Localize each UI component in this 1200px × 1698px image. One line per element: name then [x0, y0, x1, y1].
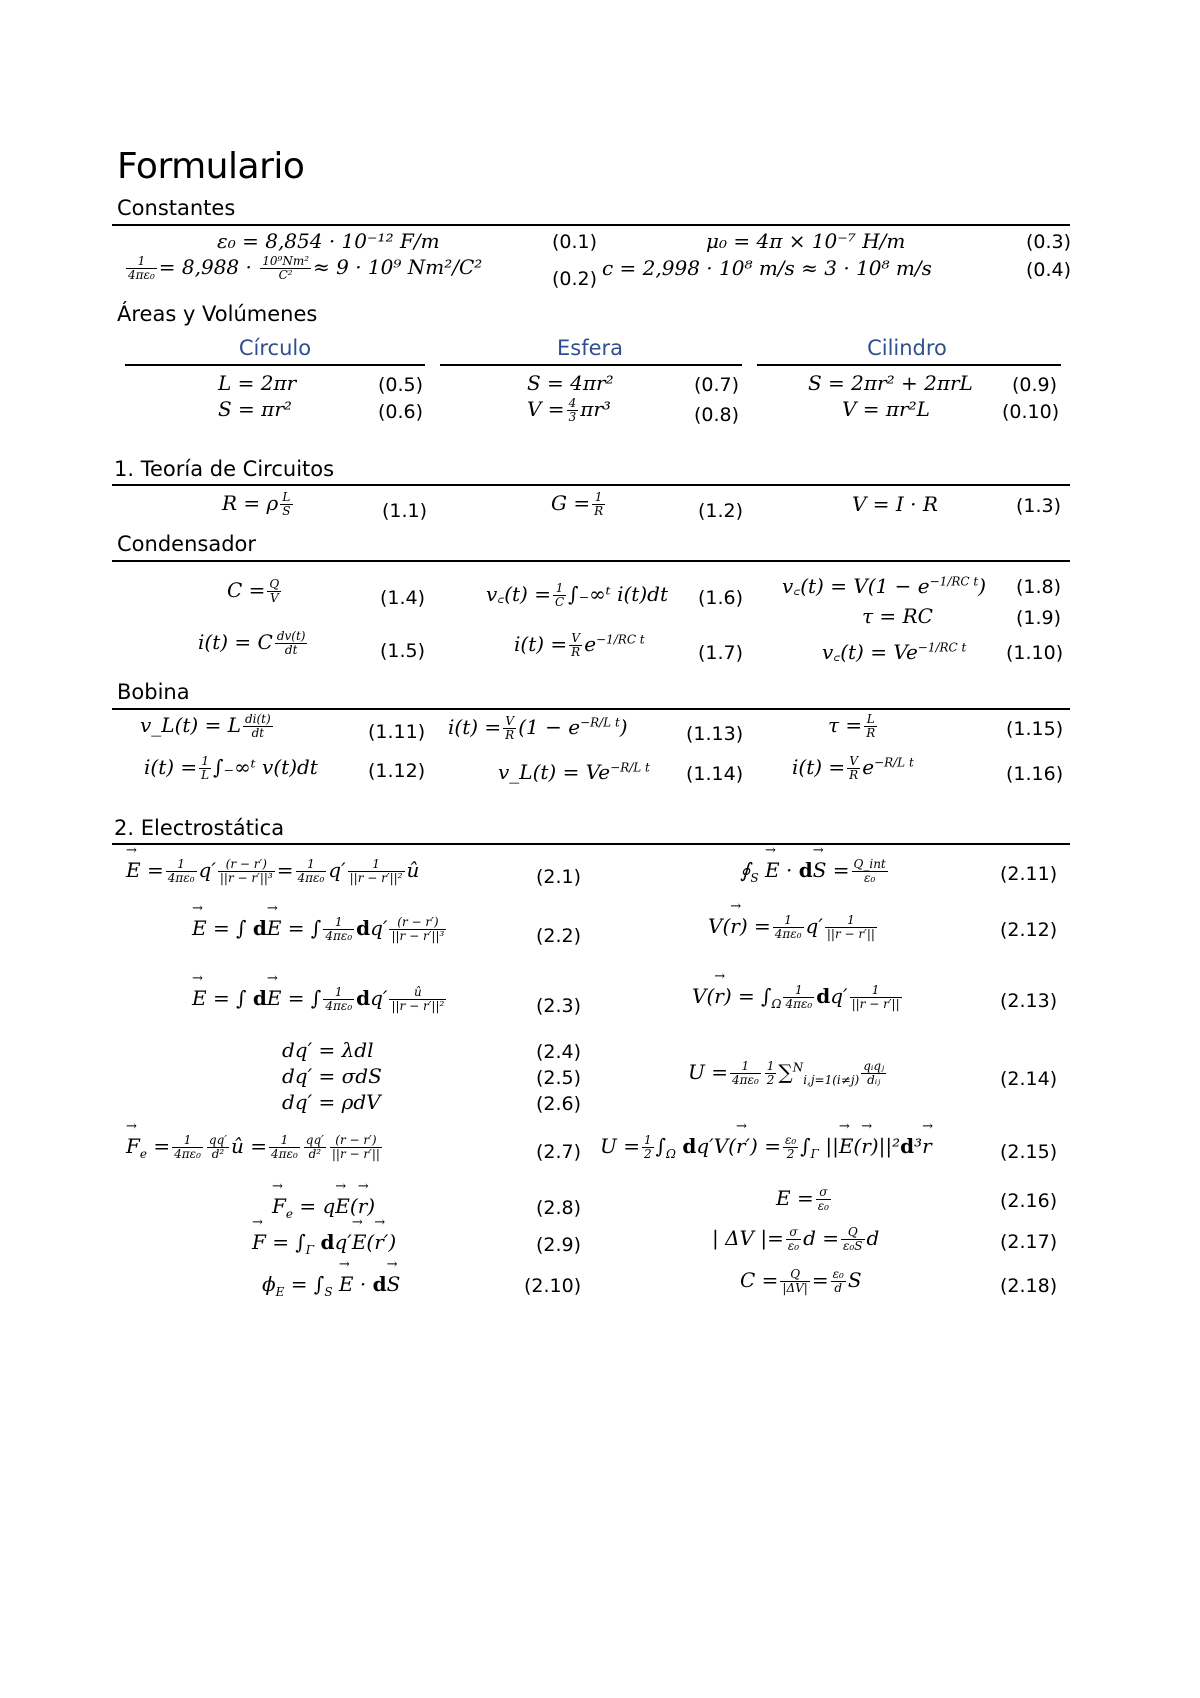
eq-number: (1.4) [380, 587, 426, 609]
formula-vc-integral: v꜀(t) = $\frac{1}{C}$ ∫₋∞ᵗ i(t)dt [486, 581, 668, 609]
formula-capacitor-current: i(t) = C $\frac{dv(t)}{dt}$ [198, 629, 306, 657]
fraction: $\frac{(r - r')}{\text{||r − r′||³}}$ [219, 857, 273, 885]
eq-number: (0.8) [694, 404, 740, 426]
fraction: $\frac{1}{\text{4πε₀}}$ [325, 985, 353, 1013]
formula-field-integral-unit: → E = ∫ d→ E = ∫ $\frac{1}{\text{4πε₀}}$ dq′ $\frac{û}{\text{||r − r′||²}}$ [192, 986, 448, 1013]
formula-potential-point: V(→ r) = $\frac{1}{\text{4πε₀}}$ q′ $\frac{1}{||r - r'||}$ [708, 914, 879, 941]
formula-potential-integral: $V(\to r) = \int_\Omega$ $\frac{1}{\text{4πε₀}}$ dq′ $\frac{1}{||r - r'||}$ [692, 984, 904, 1011]
fraction: $\frac{1}{\text{||r − r′||²}}$ [349, 857, 403, 885]
fraction: $\frac{4}{3}$ [568, 396, 577, 424]
eq-number: (2.10) [524, 1275, 582, 1297]
eq-number: (2.4) [536, 1041, 582, 1063]
formula-gauss-law: $∮_S \to E \cdot d\to S$ = Q_int ε₀ [740, 858, 890, 885]
rule-bobina [112, 708, 1070, 710]
eq-number: (1.15) [1006, 718, 1064, 740]
formula-c: c = 2,998 · 10⁸ m/s ≈ 3 · 10⁸ m/s [602, 256, 932, 280]
rule-cilindro [757, 364, 1061, 366]
fraction: $\frac{1}{\text{4πε₀}}$ [325, 915, 353, 943]
fraction: $\frac{Q}{V}$ [269, 577, 280, 605]
eq-number: (1.7) [698, 642, 744, 664]
fraction: $\frac{(r - r')}{\text{||r − r′||³}}$ [391, 915, 445, 943]
rule-esfera [440, 364, 742, 366]
formula-tau-l: τ = $\frac{L}{R}$ [828, 712, 876, 740]
fraction: $\frac{Q}{|\Delta V|}$ [782, 1267, 808, 1295]
section-areas: Áreas y Volúmenes [117, 302, 318, 326]
formula-circle-area: S = πr² [218, 397, 292, 421]
eq-number: (2.5) [536, 1067, 582, 1089]
formula-coulomb-constant: $\frac{1}{\text{4πε₀}}$ = 8,988 · $\frac{\text{10⁹Nm²}}{\text{C²}}$ ≈ 9 · 10⁹ Nm²/C² [128, 254, 483, 282]
formula-vc-charge: v꜀(t) = $V(1 - e^{-1/RC t})$ [782, 574, 987, 598]
formula-capacitor-current-exp: i(t) = $\frac{V}{R}$ $e^{-1/RC t}$ [514, 631, 645, 659]
eq-number: (1.12) [368, 760, 426, 782]
fraction: $\frac{\text{ε₀}}{d}$ [832, 1267, 844, 1295]
eq-number: (0.10) [1002, 401, 1060, 423]
formula-flux: $\phi_E = \int_S \to E \cdot d\to S$ [262, 1272, 400, 1299]
fraction: $\frac{1}{\text{4πε₀}}$ [297, 857, 325, 885]
eq-number: (1.3) [1016, 495, 1062, 517]
fraction: $\frac{1}{L}$ [201, 754, 210, 782]
subhead-esfera: Esfera [556, 336, 624, 360]
section-constantes: Constantes [117, 196, 236, 220]
formula-capacitance: C = $\frac{Q}{V}$ [227, 577, 280, 605]
eq-number: (2.12) [1000, 919, 1058, 941]
eq-number: (2.18) [1000, 1275, 1058, 1297]
formula-circle-length: L = 2πr [218, 371, 297, 395]
formula-sphere-area: S = 4πr² [527, 371, 614, 395]
eq-number: (0.2) [552, 268, 598, 290]
fraction: $\frac{qq'}{\text{d²}}$ [208, 1133, 227, 1161]
formula-dq-line: dq′ = λdl [282, 1038, 374, 1062]
eq-number: (0.5) [378, 374, 424, 396]
fraction: $\frac{L}{S}$ [282, 490, 291, 518]
eq-number: (1.13) [686, 723, 744, 745]
formula-mu0: μ₀ = 4π × 10⁻⁷ H/m [706, 229, 906, 253]
eq-number: (2.15) [1000, 1141, 1058, 1163]
formula-cylinder-volume: V = πr²L [842, 397, 930, 421]
fraction: $\frac{\text{10⁹Nm²}}{\text{C²}}$ [262, 254, 310, 282]
eq-number: (2.3) [536, 995, 582, 1017]
rule-constantes [112, 224, 1070, 226]
eq-number: (1.5) [380, 640, 426, 662]
fraction: $\frac{1}{\text{4πε₀}}$ [174, 1133, 201, 1161]
rule-electrostatica [112, 843, 1070, 845]
eq-number: (2.9) [536, 1234, 582, 1256]
eq-number: (2.1) [536, 866, 582, 888]
fraction: $\frac{qq'}{\text{d²}}$ [305, 1133, 324, 1161]
fraction: $\frac{V}{R}$ [849, 754, 859, 782]
fraction: $\frac{L}{R}$ [866, 712, 876, 740]
eq-number: (0.4) [1026, 259, 1072, 281]
section-bobina: Bobina [117, 680, 190, 704]
formula-force-field: → $F_e = q\to E(\to r)$ [272, 1194, 375, 1221]
eq-number: (2.7) [536, 1141, 582, 1163]
formula-plate-capacitance: C = $\frac{Q}{|\Delta V|}$ = $\frac{\text{ε₀}}{d}$ S [740, 1267, 862, 1295]
fraction: $\frac{V}{R}$ [505, 714, 515, 742]
fraction: $\frac{\sigma}{\text{ε₀}}$ [787, 1225, 800, 1253]
fraction: $\frac{di(t)}{dt}$ [244, 712, 271, 740]
formula-ohm: V = I · R [852, 492, 938, 516]
formula-vl-exp: v_L(t) = $Ve^{-R/L t}$ [498, 760, 650, 784]
formula-cylinder-area: S = 2πr² + 2πrL [808, 371, 973, 395]
formula-sphere-volume: V = $\frac{4}{3}$ πr³ [527, 396, 611, 424]
fraction: $\frac{(r - r')}{||r - r'||}$ [331, 1133, 380, 1161]
eq-number: (1.14) [686, 763, 744, 785]
eq-number: (1.16) [1006, 763, 1064, 785]
eq-number: (1.11) [368, 721, 426, 743]
fraction: qᵢqⱼ dᵢⱼ [863, 1059, 885, 1087]
page-title: Formulario [117, 146, 305, 187]
rule-circulo [125, 364, 425, 366]
eq-number: (2.8) [536, 1197, 582, 1219]
formula-dq-volume: dq′ = ρdV [282, 1090, 381, 1114]
formula-eps0: ε₀ = 8,854 · 10⁻¹² F/m [217, 229, 440, 253]
eq-number: (0.7) [694, 374, 740, 396]
eq-number: (2.14) [1000, 1068, 1058, 1090]
formula-force-integral: → $F = \int_\Gamma$ dq′→ E(→ r′) [252, 1230, 396, 1257]
fraction: $\frac{1}{R}$ [594, 490, 604, 518]
rule-circuitos [112, 484, 1070, 486]
fraction: $\frac{1}{\text{4πε₀}}$ [128, 254, 155, 282]
fraction: $\frac{1}{\text{4πε₀}}$ [731, 1059, 759, 1087]
eq-number: (1.9) [1016, 607, 1062, 629]
eq-number: (1.2) [698, 500, 744, 522]
formula-resistance: R = ρ $\frac{L}{S}$ [222, 490, 291, 518]
formula-energy-integral: U = $\frac{1}{2}$ $\int_\Omega$ dq′V(→ r′) = $\frac{\text{ε₀}}{2}$ $\int_\Gamma$ ||→ E(→ r)||²d³→ r [600, 1134, 932, 1161]
fraction: $\frac{Q}{\text{ε₀S}}$ [843, 1225, 863, 1253]
eq-number: (0.1) [552, 231, 598, 253]
subhead-circulo: Círculo [238, 336, 312, 360]
eq-number: (2.17) [1000, 1231, 1058, 1253]
eq-number: (1.10) [1006, 642, 1064, 664]
formula-coulomb-field: → E = $\frac{1}{\text{4πε₀}}$ q′ $\frac{(r - r')}{\text{||r − r′||³}}$ = $\frac{1}{\text{4πε₀}}$ q′ $\frac{1}{\text{||r − r′||²}}$ û [126, 858, 419, 885]
section-circuitos: 1. Teoría de Circuitos [114, 457, 335, 481]
eq-number: (2.16) [1000, 1190, 1058, 1212]
formula-inductor-current-charge: i(t) = $\frac{V}{R}$ $(1 - e^{-R/L t})$ [448, 714, 628, 742]
formula-conductance: G = $\frac{1}{R}$ [551, 490, 604, 518]
eq-number: (1.8) [1016, 576, 1062, 598]
fraction: $\frac{1}{||r - r'||}$ [826, 913, 875, 941]
eq-number: (1.6) [698, 587, 744, 609]
eq-number: (0.6) [378, 401, 424, 423]
formula-potential-difference: | ΔV |= $\frac{\sigma}{\text{ε₀}}$ d = $\frac{Q}{\text{ε₀S}}$ d [712, 1225, 880, 1253]
section-electrostatica: 2. Electrostática [114, 816, 285, 840]
fraction: $\frac{1}{2}$ [766, 1059, 775, 1087]
fraction: $\frac{1}{||r - r'||}$ [851, 983, 900, 1011]
fraction: $\frac{V}{R}$ [571, 631, 581, 659]
section-condensador: Condensador [117, 532, 257, 556]
fraction: $\frac{1}{C}$ [554, 581, 565, 609]
fraction: $\frac{1}{\text{4πε₀}}$ [785, 983, 813, 1011]
eq-number: (0.3) [1026, 231, 1072, 253]
fraction: Q_int ε₀ [853, 857, 886, 885]
formula-inductor-current-integral: i(t) = $\frac{1}{L}$ ∫₋∞ᵗ v(t)dt [144, 754, 318, 782]
formula-inductor-current-exp: i(t) = $\frac{V}{R}$ $e^{-R/L t}$ [792, 754, 914, 782]
eq-number: (0.9) [1012, 374, 1058, 396]
fraction: $\frac{1}{\text{4πε₀}}$ [271, 1133, 298, 1161]
eq-number: (2.11) [1000, 863, 1058, 885]
formula-field-integral: → E = ∫ d→ E = ∫ $\frac{1}{\text{4πε₀}}$ dq′ $\frac{(r - r')}{\text{||r − r′||³}}$ [192, 916, 448, 943]
fraction: $\frac{\sigma}{\text{ε₀}}$ [817, 1185, 829, 1213]
fraction: $\frac{dv(t)}{dt}$ [276, 629, 306, 657]
subhead-cilindro: Cilindro [867, 336, 947, 360]
rule-condensador [112, 560, 1070, 562]
formula-vc-discharge: v꜀(t) = $Ve^{-1/RC t}$ [822, 640, 967, 664]
eq-number: (2.6) [536, 1093, 582, 1115]
formula-energy-sum: U = $\frac{1}{\text{4πε₀}}$ $\frac{1}{2}$ ∑$^N_{i,j=1(i\ne j)}$ qᵢqⱼ dᵢⱼ [688, 1059, 885, 1087]
fraction: $\frac{1}{\text{4πε₀}}$ [167, 857, 195, 885]
fraction: $\frac{1}{2}$ [643, 1133, 652, 1161]
fraction: $\frac{\text{ε₀}}{2}$ [784, 1133, 797, 1161]
fraction: $\frac{1}{\text{4πε₀}}$ [774, 913, 802, 941]
formula-tau-rc: τ = RC [862, 604, 933, 628]
eq-number: (2.13) [1000, 990, 1058, 1012]
formula-coulomb-force: → $F_e$ = $\frac{1}{\text{4πε₀}}$ $\frac{qq'}{\text{d²}}$ û = $\frac{1}{\text{4πε₀}}$ $\frac{qq'}{\text{d²}}$ $\frac{(r - r')}{||r - r'||}$ [126, 1134, 384, 1161]
formula-vl: v_L(t) = L $\frac{di(t)}{dt}$ [140, 712, 271, 740]
fraction: $\frac{û}{\text{||r − r′||²}}$ [391, 985, 445, 1013]
eq-number: (2.2) [536, 925, 582, 947]
formula-uniform-field: E = $\frac{\sigma}{\text{ε₀}}$ [776, 1185, 829, 1213]
formula-dq-surface: dq′ = σdS [282, 1064, 382, 1088]
eq-number: (1.1) [382, 500, 428, 522]
